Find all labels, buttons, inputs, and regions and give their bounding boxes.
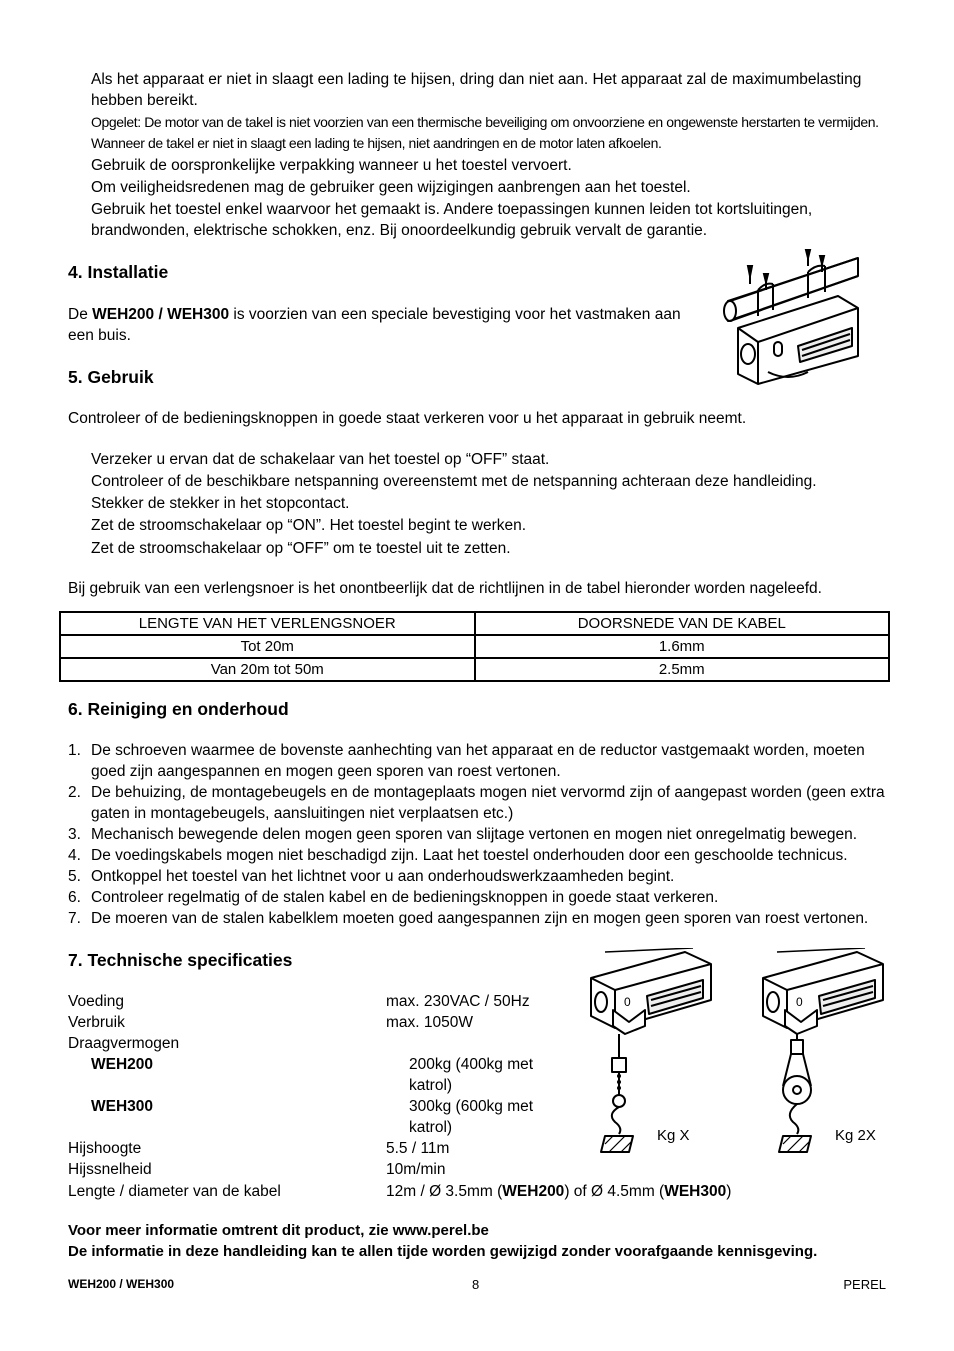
installatie-text: De WEH200 / WEH300 is voorzien van een speciale bevestiging voor het vastmaken aan een buis. <box>68 306 681 344</box>
intro-paragraph-usage: Gebruik het toestel enkel waarvoor het gemaakt is. Andere toepassingen kunnen leiden tot kortsluitingen, brandwonden, elektrische schokken, enz. Bij onoordeelkundig gebruik vervalt de garantie. <box>91 201 813 239</box>
spec-label-hijshoogte: Hijshoogte <box>68 1140 142 1157</box>
spec-value-hijssnelheid: 10m/min <box>386 1161 446 1178</box>
closing-info-url: Voor meer informatie omtrent dit product, zie www.perel.be <box>68 1222 489 1239</box>
hoist-marking: 0 <box>624 995 631 1009</box>
spec-label-weh300: WEH300 <box>91 1098 154 1115</box>
installation-illustration <box>718 246 868 388</box>
hoist-single-line-illustration <box>585 948 720 1158</box>
gebruik-extension-note: Bij gebruik van een verlengsnoer is het onontbeerlijk dat de richtlijnen in de tabel hieronder worden nageleefd. <box>68 580 822 597</box>
table-header-cell: DOORSNEDE VAN DE KABEL <box>475 612 890 635</box>
figure-label-single: Kg X <box>657 1127 690 1144</box>
spec-value-voeding: max. 230VAC / 50Hz <box>386 993 530 1010</box>
table-cell: Tot 20m <box>60 635 475 658</box>
spec-value-verbruik: max. 1050W <box>386 1014 474 1031</box>
spec-label-weh200: WEH200 <box>91 1056 154 1073</box>
heading-gebruik: 5. Gebruik <box>68 367 154 387</box>
table-cell: Van 20m tot 50m <box>60 658 475 681</box>
intro-paragraph-modifications: Om veiligheidsredenen mag de gebruiker geen wijzigingen aanbrengen aan het toestel. <box>91 179 691 196</box>
list-item: 2. De behuizing, de montagebeugels en de montageplaats mogen niet vervormd zijn of aangepast worden (geen extra gaten in montagebeugels, aansluitingen niet verplaatsen etc.) <box>68 784 885 822</box>
heading-installatie: 4. Installatie <box>68 262 169 282</box>
spec-label-kabel: Lengte / diameter van de kabel <box>68 1183 281 1200</box>
list-item: 7. De moeren van de stalen kabelklem moeten goed aangespannen zijn en mogen geen sporen van roest vertonen. <box>68 910 869 927</box>
list-item: 6. Controleer regelmatig of de stalen kabel en de bedieningsknoppen in goede staat verkeren. <box>68 889 719 906</box>
footer-model: WEH200 / WEH300 <box>68 1277 175 1291</box>
intro-paragraph-warning: Opgelet: De motor van de takel is niet voorzien van een thermische beveiliging om onvoorziene en ongewenste herstarten te vermijden. Wanneer de takel er niet in slaagt een lading te hijsen, niet aandringen en de motor laten afkoelen. <box>91 114 879 151</box>
table-cell: 1.6mm <box>475 635 890 658</box>
table-header-row <box>60 612 889 635</box>
footer-page-number: 8 <box>472 1277 480 1292</box>
table-row <box>60 658 889 681</box>
gebruik-step: Zet de stroomschakelaar op “OFF” om te toestel uit te zetten. <box>91 540 511 557</box>
intro-paragraph-max-load: Als het apparaat er niet in slaagt een lading te hijsen, dring dan niet aan. Het apparaat zal de maximumbelasting hebben bereikt. <box>91 71 862 109</box>
heading-onderhoud: 6. Reiniging en onderhoud <box>68 699 289 719</box>
gebruik-step: Zet de stroomschakelaar op “ON”. Het toestel begint te werken. <box>91 517 527 534</box>
gebruik-intro: Controleer of de bedieningsknoppen in goede staat verkeren voor u het apparaat in gebruik neemt. <box>68 410 747 427</box>
spec-label-verbruik: Verbruik <box>68 1014 125 1031</box>
table-row <box>60 635 889 658</box>
table-cell: 2.5mm <box>475 658 890 681</box>
gebruik-step: Stekker de stekker in het stopcontact. <box>91 495 350 512</box>
closing-disclaimer: De informatie in deze handleiding kan te allen tijde worden gewijzigd zonder voorafgaande kennisgeving. <box>68 1243 818 1260</box>
list-item: 5. Ontkoppel het toestel van het lichtnet voor u aan onderhoudswerkzaamheden begint. <box>68 868 675 885</box>
hoist-double-line-illustration <box>757 948 892 1158</box>
spec-label-draagvermogen: Draagvermogen <box>68 1035 180 1052</box>
heading-specificaties: 7. Technische specificaties <box>68 950 293 970</box>
figure-label-double: Kg 2X <box>835 1127 876 1144</box>
extension-cord-table <box>59 611 890 682</box>
list-item: 4. De voedingskabels mogen niet beschadigd zijn. Laat het toestel onderhouden door een geschoolde technicus. <box>68 847 848 864</box>
maintenance-list <box>68 740 894 929</box>
spec-value-hijshoogte: 5.5 / 11m <box>386 1140 450 1157</box>
list-item: 3. Mechanisch bewegende delen mogen geen sporen van slijtage vertonen en mogen niet onregelmatig bewegen. <box>68 826 858 843</box>
spec-value-kabel: 12m / Ø 3.5mm (WEH200) of Ø 4.5mm (WEH300) <box>386 1183 732 1200</box>
intro-paragraph-packaging: Gebruik de oorspronkelijke verpakking wanneer u het toestel vervoert. <box>91 157 572 174</box>
spec-label-voeding: Voeding <box>68 993 125 1010</box>
gebruik-step: Verzeker u ervan dat de schakelaar van het toestel op “OFF” staat. <box>91 451 550 468</box>
spec-value-weh200: 200kg (400kg met katrol) <box>409 1056 534 1094</box>
spec-value-weh300: 300kg (600kg met katrol) <box>409 1098 534 1136</box>
table-header-cell: LENGTE VAN HET VERLENGSNOER <box>60 612 475 635</box>
gebruik-step: Controleer of de beschikbare netspanning overeenstemt met de netspanning achteraan deze handleiding. <box>91 473 817 490</box>
spec-label-hijssnelheid: Hijssnelheid <box>68 1161 152 1178</box>
hoist-marking: 0 <box>796 995 803 1009</box>
list-item: 1. De schroeven waarmee de bovenste aanhechting van het apparaat en de reductor vastgemaakt worden, moeten goed zijn aangespannen en mogen geen sporen van roest vertonen. <box>68 742 865 780</box>
footer-brand: PEREL <box>843 1277 886 1292</box>
